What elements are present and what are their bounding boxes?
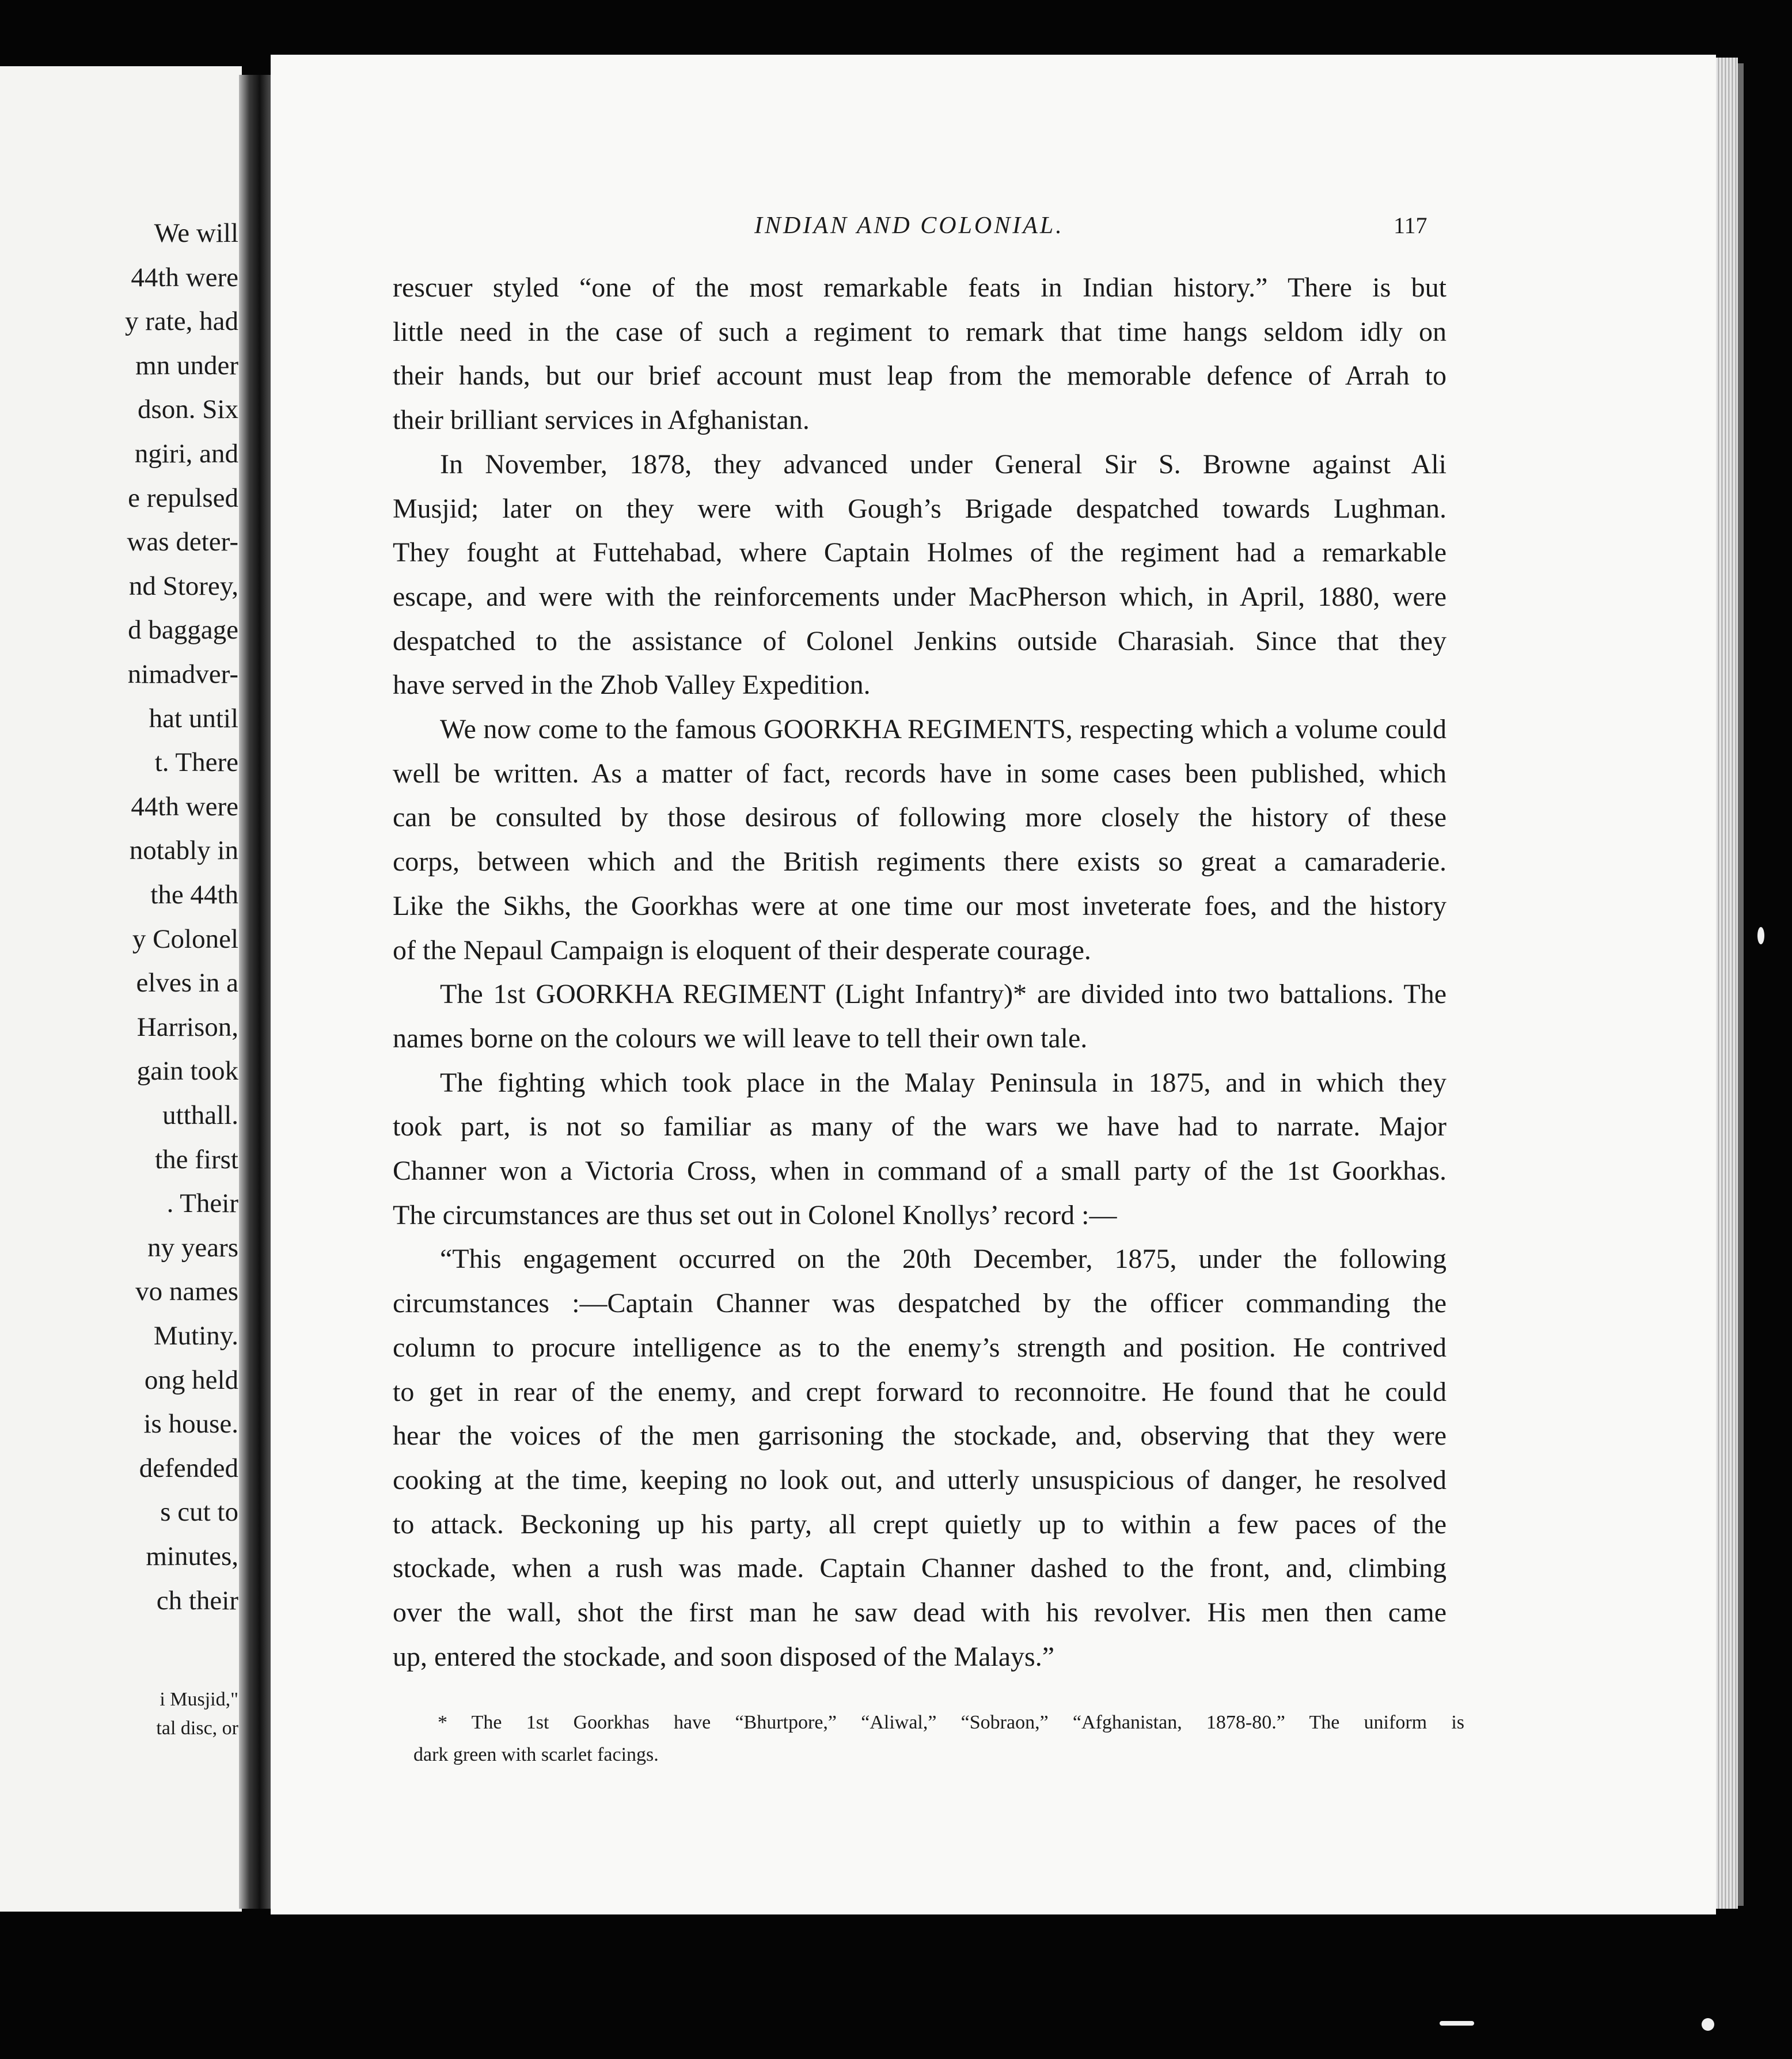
left-page-line: utthall.: [162, 1100, 238, 1130]
left-page-line: ch their: [156, 1585, 238, 1616]
body-line: They fought at Futtehabad, where Captain Holmes of the regiment had a remarkable: [393, 537, 1446, 568]
left-page-line: e repulsed: [128, 483, 238, 513]
left-page-line: notably in: [129, 835, 238, 866]
body-line: cooking at the time, keeping no look out, and utterly unsuspicious of danger, he resolved: [393, 1464, 1446, 1495]
footnote-line: * The 1st Goorkhas have “Bhurtpore,” “Aliwal,” “Sobraon,” “Afghanistan, 1878-80.” The uniform is: [438, 1712, 1464, 1733]
footnote-line: dark green with scarlet facings.: [413, 1744, 659, 1765]
left-facing-page: [0, 66, 242, 1912]
book-gutter: [239, 75, 274, 1909]
left-page-line: Mutiny.: [153, 1321, 238, 1351]
left-page-line: dson. Six: [138, 394, 238, 425]
left-page-line: 44th were: [131, 791, 238, 822]
body-line: We now come to the famous GOORKHA REGIMENTS, respecting which a volume could: [440, 714, 1446, 744]
body-line: names borne on the colours we will leave to tell their own tale.: [393, 1023, 1088, 1054]
left-page-line: minutes,: [146, 1541, 238, 1571]
body-line: Musjid; later on they were with Gough’s Brigade despatched towards Lughman.: [393, 493, 1446, 524]
body-line: despatched to the assistance of Colonel Jenkins outside Charasiah. Since that they: [393, 625, 1446, 656]
left-page-line: hat until: [149, 703, 238, 734]
page-number: 117: [1394, 212, 1427, 238]
left-page-line: the first: [155, 1144, 238, 1175]
scan-speck: [1440, 2021, 1474, 2026]
left-page-line: Harrison,: [136, 1012, 238, 1042]
body-line: of the Nepaul Campaign is eloquent of their desperate courage.: [393, 934, 1091, 966]
body-line: over the wall, shot the first man he saw dead with his revolver. His men then came: [393, 1597, 1446, 1628]
body-line: can be consulted by those desirous of following more closely the history of these: [393, 802, 1446, 833]
body-line: The 1st GOORKHA REGIMENT (Light Infantry)* are divided into two battalions. The: [440, 979, 1446, 1010]
left-page-line: 44th were: [131, 262, 238, 292]
body-line: to get in rear of the enemy, and crept forward to reconnoitre. He found that he could: [393, 1376, 1446, 1407]
left-page-line: is house.: [143, 1409, 238, 1439]
body-line: escape, and were with the reinforcements under MacPherson which, in April, 1880, were: [393, 581, 1446, 612]
left-page-line: vo names: [135, 1277, 238, 1307]
left-page-footnote-line: tal disc, or: [156, 1718, 238, 1739]
scan-speck: [1757, 927, 1764, 944]
left-page-line: defended: [139, 1453, 238, 1483]
body-line: well be written. As a matter of fact, records have in some cases been published, which: [393, 758, 1446, 789]
body-line: to attack. Beckoning up his party, all crept quietly up to within a few paces of the: [393, 1509, 1446, 1540]
body-line: The fighting which took place in the Malay Peninsula in 1875, and in which they: [440, 1067, 1446, 1098]
left-page-line: the 44th: [150, 880, 238, 910]
left-page-line: y Colonel: [132, 924, 238, 954]
body-line: rescuer styled “one of the most remarkable feats in Indian history.” There is but: [393, 272, 1446, 303]
page-edge-shadow: [1738, 63, 1744, 1906]
left-page-footnote-line: i Musjid,": [160, 1689, 238, 1710]
body-line: up, entered the stockade, and soon disposed of the Malays.”: [393, 1641, 1055, 1672]
scan-speck: [1702, 2018, 1714, 2031]
body-line: column to procure intelligence as to the enemy’s strength and position. He contrived: [393, 1332, 1446, 1363]
body-line: In November, 1878, they advanced under General Sir S. Browne against Ali: [440, 449, 1446, 480]
running-header: INDIAN AND COLONIAL.: [754, 212, 1064, 239]
left-page-line: s cut to: [160, 1497, 238, 1528]
left-page-line: t. There: [154, 747, 238, 778]
body-line: their hands, but our brief account must leap from the memorable defence of Arrah to: [393, 360, 1446, 392]
left-page-line: ong held: [144, 1365, 238, 1395]
body-line: Like the Sikhs, the Goorkhas were at one time our most inveterate foes, and the history: [393, 890, 1446, 921]
body-line: Channer won a Victoria Cross, when in command of a small party of the 1st Goorkhas.: [393, 1156, 1446, 1186]
page-edge: [1716, 58, 1738, 1909]
left-page-line: ngiri, and: [134, 439, 238, 469]
left-page-line: nimadver-: [127, 659, 238, 689]
left-page-line: ny years: [147, 1232, 238, 1263]
body-line: stockade, when a rush was made. Captain Channer dashed to the front, and, climbing: [393, 1553, 1446, 1584]
left-page-line: . Their: [166, 1188, 238, 1219]
body-line: have served in the Zhob Valley Expedition.: [393, 670, 871, 701]
left-page-line: gain took: [136, 1056, 238, 1087]
body-line: The circumstances are thus set out in Colonel Knollys’ record :—: [393, 1199, 1117, 1230]
body-line: their brilliant services in Afghanistan.: [393, 405, 810, 436]
left-page-line: nd Storey,: [128, 571, 238, 601]
left-page-line: elves in a: [136, 968, 238, 998]
body-line: corps, between which and the British regiments there exists so great a camaraderie.: [393, 846, 1446, 877]
body-line: little need in the case of such a regiment to remark that time hangs seldom idly on: [393, 316, 1446, 347]
body-line: hear the voices of the men garrisoning the stockade, and, observing that they were: [393, 1420, 1446, 1452]
left-page-line: d baggage: [128, 615, 238, 645]
left-page-line: was deter-: [127, 527, 238, 557]
left-page-line: y rate, had: [124, 306, 238, 337]
body-line: circumstances :—Captain Channer was despatched by the officer commanding the: [393, 1288, 1446, 1319]
left-page-line: We will: [154, 218, 238, 248]
left-page-line: mn under: [135, 350, 238, 381]
body-line: took part, is not so familiar as many of the wars we have had to narrate. Major: [393, 1111, 1446, 1142]
body-line: “This engagement occurred on the 20th December, 1875, under the following: [440, 1244, 1446, 1275]
